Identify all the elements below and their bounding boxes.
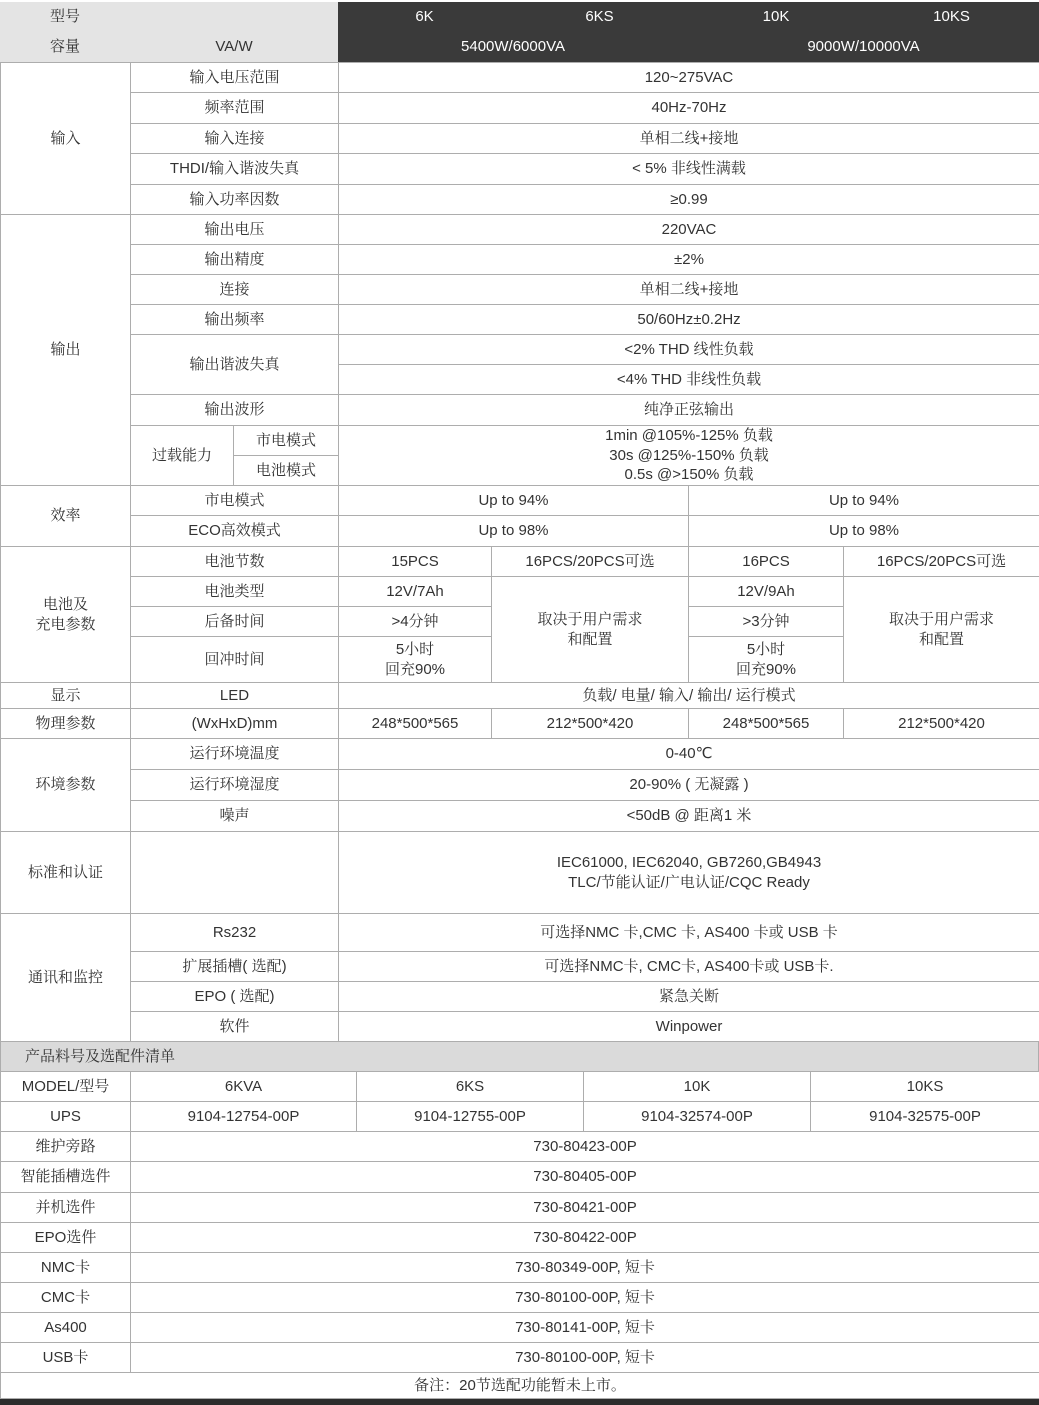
spec-row-value: 40Hz-70Hz (339, 93, 1039, 124)
spec-row-value: ≥0.99 (339, 185, 1039, 215)
battery-backup-10k: >3分钟 (689, 607, 844, 637)
option-label: 维护旁路 (1, 1132, 131, 1162)
capacity-6k-value: 5400W/6000VA (338, 32, 688, 62)
spec-row-value: 纯净正弦输出 (339, 395, 1039, 426)
battery-backup-6k: >4分钟 (339, 607, 492, 637)
footnote: 备注：20节选配功能暂未上市。 (1, 1373, 1039, 1399)
spec-row-value: 0-40℃ (339, 739, 1039, 770)
model-header-6ks: 6KS (511, 2, 688, 32)
section-label-output: 输出 (1, 215, 131, 486)
spec-row-value: 紧急关断 (339, 982, 1039, 1012)
overload-mode-mains: 市电模式 (234, 426, 339, 456)
overload-mode-battery: 电池模式 (234, 456, 339, 486)
thd-linear-value: <2% THD 线性负载 (339, 335, 1039, 365)
option-part-number: 730-80141-00P, 短卡 (131, 1313, 1039, 1343)
communication-section (0, 913, 1039, 1042)
standards-section (0, 831, 1039, 914)
spec-row-value: Winpower (339, 1012, 1039, 1042)
thd-nonlinear-value: <4% THD 非线性负载 (339, 365, 1039, 395)
ups-part-number: 9104-32574-00P (584, 1102, 811, 1132)
battery-cells-10ks: 16PCS/20PCS可选 (844, 547, 1039, 577)
parts-model-10k: 10K (584, 1072, 811, 1102)
model-row-label: 型号 (0, 2, 130, 32)
dimensions-6k: 248*500*565 (339, 709, 492, 739)
spec-row-label: 输出频率 (131, 305, 339, 335)
spec-row-label: 电池类型 (131, 577, 339, 607)
overload-value-line1: 1min @105%-125% 负载 (339, 426, 1039, 446)
overload-value-line2: 30s @125%-150% 负载 (339, 446, 1039, 466)
capacity-unit-label: VA/W (130, 32, 338, 62)
spec-row-label: LED (131, 683, 339, 709)
led-indicators-value: 负载/ 电量/ 输入/ 输出/ 运行模式 (339, 683, 1039, 709)
spec-row-label: EPO ( 选配) (131, 982, 339, 1012)
option-part-number: 730-80100-00P, 短卡 (131, 1343, 1039, 1373)
battery-cells-6k: 15PCS (339, 547, 492, 577)
input-section (0, 62, 1039, 215)
battery-cells-10k: 16PCS (689, 547, 844, 577)
battery-recharge-6k: 5小时 回充90% (339, 637, 492, 683)
capacity-row-label: 容量 (0, 32, 130, 62)
spec-row-value: < 5% 非线性满载 (339, 154, 1039, 185)
spec-row-value: 220VAC (339, 215, 1039, 245)
spec-row-label: (WxHxD)mm (131, 709, 339, 739)
spec-row-label: 软件 (131, 1012, 339, 1042)
spec-row-label: 市电模式 (131, 486, 339, 516)
overload-label: 过载能力 (131, 426, 234, 486)
section-label-battery: 电池及 充电参数 (1, 547, 131, 683)
spec-row-label: 频率范围 (131, 93, 339, 124)
spec-row-label: 输入电压范围 (131, 63, 339, 93)
spec-row-value: 20-90% ( 无凝露 ) (339, 770, 1039, 801)
battery-depends-10ks: 取决于用户需求 和配置 (844, 577, 1039, 683)
output-section (0, 214, 1039, 486)
spec-row-label: 噪声 (131, 801, 339, 832)
spec-row-value: 50/60Hz±0.2Hz (339, 305, 1039, 335)
parts-model-6ks: 6KS (357, 1072, 584, 1102)
section-label-communication: 通讯和监控 (1, 914, 131, 1042)
option-label: USB卡 (1, 1343, 131, 1373)
section-label-environment: 环境参数 (1, 739, 131, 832)
physical-section (0, 708, 1039, 739)
spec-row-label: THDI/输入谐波失真 (131, 154, 339, 185)
option-label: NMC卡 (1, 1253, 131, 1283)
parts-section-title: 产品料号及选配件清单 (0, 1041, 1039, 1072)
spec-row-label: 后备时间 (131, 607, 339, 637)
spec-row-label: 输出电压 (131, 215, 339, 245)
parts-ups-label: UPS (1, 1102, 131, 1132)
section-label-display: 显示 (1, 683, 131, 709)
parts-model-6kva: 6KVA (131, 1072, 357, 1102)
dimensions-6ks: 212*500*420 (492, 709, 689, 739)
spec-row-value: 单相二线+接地 (339, 275, 1039, 305)
model-row-spacer (130, 2, 338, 32)
spec-row-value: 可选择NMC 卡,CMC 卡, AS400 卡或 USB 卡 (339, 914, 1039, 952)
efficiency-10k-value: Up to 98% (689, 516, 1039, 547)
overload-value (339, 426, 1039, 486)
ups-part-number: 9104-12754-00P (131, 1102, 357, 1132)
option-part-number: 730-80100-00P, 短卡 (131, 1283, 1039, 1313)
spec-row-value: <50dB @ 距离1 米 (339, 801, 1039, 832)
efficiency-10k-value: Up to 94% (689, 486, 1039, 516)
standards-spacer (131, 832, 339, 914)
model-header-6k: 6K (338, 2, 511, 32)
environment-section (0, 738, 1039, 832)
spec-row-label: 输出精度 (131, 245, 339, 275)
section-label-input: 输入 (1, 63, 131, 215)
efficiency-6k-value: Up to 98% (339, 516, 689, 547)
option-part-number: 730-80349-00P, 短卡 (131, 1253, 1039, 1283)
option-label: EPO选件 (1, 1223, 131, 1253)
spec-row-label: 输入功率因数 (131, 185, 339, 215)
option-part-number: 730-80405-00P (131, 1162, 1039, 1193)
battery-recharge-10k: 5小时 回充90% (689, 637, 844, 683)
section-label-physical: 物理参数 (1, 709, 131, 739)
dimensions-10ks: 212*500*420 (844, 709, 1039, 739)
spec-row-label: ECO高效模式 (131, 516, 339, 547)
ups-part-number: 9104-12755-00P (357, 1102, 584, 1132)
overload-value-line3: 0.5s @>150% 负载 (339, 465, 1039, 485)
efficiency-section (0, 485, 1039, 547)
spec-row-label: 输出谐波失真 (131, 335, 339, 395)
spec-row-label: 运行环境温度 (131, 739, 339, 770)
spec-row-label: 运行环境湿度 (131, 770, 339, 801)
model-header-10ks: 10KS (864, 2, 1039, 32)
option-label: As400 (1, 1313, 131, 1343)
option-part-number: 730-80421-00P (131, 1193, 1039, 1223)
spec-row-label: Rs232 (131, 914, 339, 952)
spec-row-label: 回冲时间 (131, 637, 339, 683)
spec-row-value: 单相二线+接地 (339, 124, 1039, 154)
spec-row-value: 可选择NMC卡, CMC卡, AS400卡或 USB卡. (339, 952, 1039, 982)
battery-section (0, 546, 1039, 683)
spec-row-label: 输入连接 (131, 124, 339, 154)
battery-cells-6ks: 16PCS/20PCS可选 (492, 547, 689, 577)
parts-model-label: MODEL/型号 (1, 1072, 131, 1102)
dimensions-10k: 248*500*565 (689, 709, 844, 739)
standards-value: IEC61000, IEC62040, GB7260,GB4943 TLC/节能认证/广电认证/CQC Ready (339, 832, 1039, 914)
model-capacity-header (0, 2, 1039, 62)
capacity-10k-value: 9000W/10000VA (688, 32, 1039, 62)
section-label-efficiency: 效率 (1, 486, 131, 547)
spec-row-value: ±2% (339, 245, 1039, 275)
option-part-number: 730-80423-00P (131, 1132, 1039, 1162)
spec-row-value: 120~275VAC (339, 63, 1039, 93)
spec-row-label: 连接 (131, 275, 339, 305)
spec-row-label: 扩展插槽( 选配) (131, 952, 339, 982)
display-section (0, 682, 1039, 709)
battery-type-6k: 12V/7Ah (339, 577, 492, 607)
battery-type-10k: 12V/9Ah (689, 577, 844, 607)
spec-row-label: 电池节数 (131, 547, 339, 577)
option-label: 并机选件 (1, 1193, 131, 1223)
battery-depends-6ks: 取决于用户需求 和配置 (492, 577, 689, 683)
option-label: 智能插槽选件 (1, 1162, 131, 1193)
ups-part-number: 9104-32575-00P (811, 1102, 1039, 1132)
section-label-standards: 标准和认证 (1, 832, 131, 914)
efficiency-6k-value: Up to 94% (339, 486, 689, 516)
parts-table (0, 1071, 1039, 1399)
option-label: CMC卡 (1, 1283, 131, 1313)
parts-model-10ks: 10KS (811, 1072, 1039, 1102)
spec-row-label: 输出波形 (131, 395, 339, 426)
option-part-number: 730-80422-00P (131, 1223, 1039, 1253)
model-header-10k: 10K (688, 2, 864, 32)
